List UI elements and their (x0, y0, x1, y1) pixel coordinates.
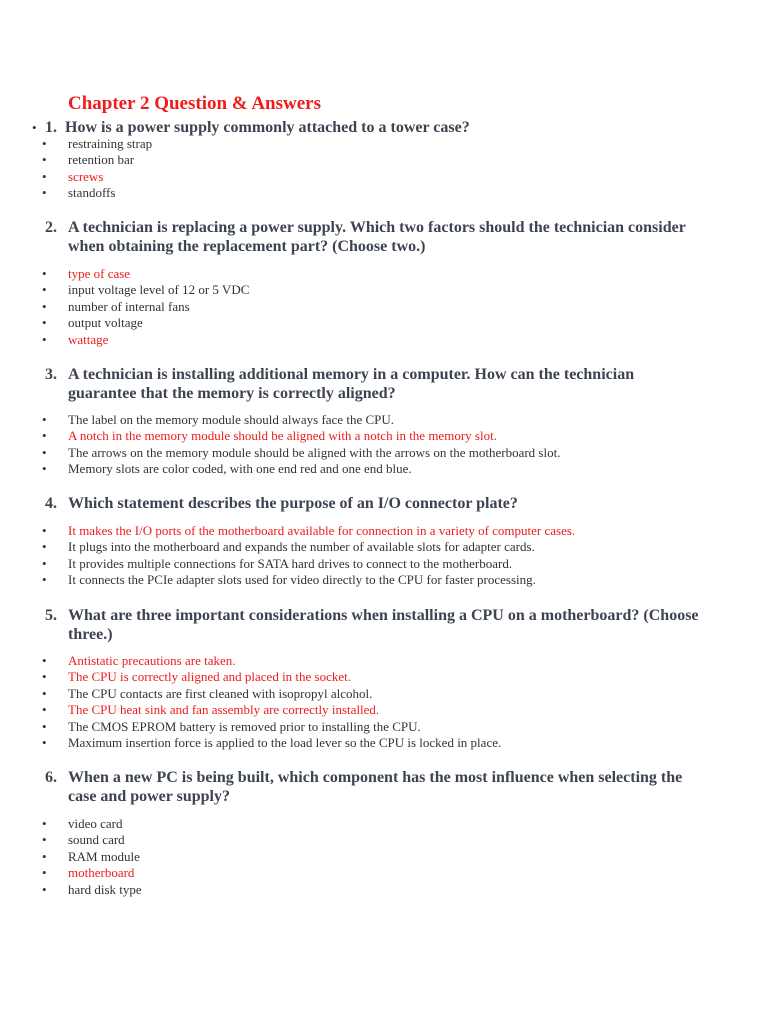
list-item: • It provides multiple connections for SATA hard drives to connect to the motherboard. (68, 556, 575, 572)
list-item: • The CPU contacts are first cleaned with isopropyl alcohol. (68, 686, 501, 702)
list-item-correct: • wattage (68, 332, 249, 348)
list-item: • The label on the memory module should always face the CPU. (68, 412, 560, 428)
question-3 (45, 365, 705, 403)
list-item-correct: • type of case (68, 266, 249, 282)
list-item: • restraining strap (68, 136, 152, 152)
question-text: Which statement describes the purpose of an I/O connector plate? (68, 495, 518, 512)
bullet-icon: • (32, 120, 37, 135)
question-text: A technician is installing additional memory in a computer. How can the technician guarantee that the memory is correctly aligned? (68, 366, 635, 402)
list-item: • video card (68, 816, 142, 832)
options-list-4 (68, 523, 575, 589)
list-item: • output voltage (68, 315, 249, 331)
list-item-correct: • Antistatic precautions are taken. (68, 653, 501, 669)
list-item: • RAM module (68, 849, 142, 865)
question-number: 6. (45, 769, 57, 786)
options-list-1 (68, 136, 152, 202)
question-text: What are three important considerations when installing a CPU on a motherboard? (Choose three.) (68, 607, 699, 643)
question-text: A technician is replacing a power supply. Which two factors should the technician consider when obtaining the replacement part? (Choose two.) (68, 219, 686, 255)
question-number: 1. (45, 119, 57, 136)
question-2 (45, 218, 705, 256)
question-number: 3. (45, 366, 57, 383)
question-text: How is a power supply commonly attached to a tower case? (65, 119, 470, 136)
list-item: • retention bar (68, 152, 152, 168)
question-number: 5. (45, 607, 57, 624)
page-title: Chapter 2 Question & Answers (68, 93, 321, 114)
list-item-correct: • A notch in the memory module should be aligned with a notch in the memory slot. (68, 428, 560, 444)
list-item: • Maximum insertion force is applied to the load lever so the CPU is locked in place. (68, 735, 501, 751)
list-item: • The arrows on the memory module should be aligned with the arrows on the motherboard slot. (68, 445, 560, 461)
list-item-correct: • The CPU is correctly aligned and placed in the socket. (68, 669, 501, 685)
options-list-2 (68, 266, 249, 348)
question-4 (45, 494, 705, 513)
list-item: • standoffs (68, 185, 152, 201)
question-6 (45, 768, 705, 806)
list-item: • Memory slots are color coded, with one end red and one end blue. (68, 461, 560, 477)
list-item: • input voltage level of 12 or 5 VDC (68, 282, 249, 298)
question-5 (45, 606, 705, 644)
list-item: • sound card (68, 832, 142, 848)
list-item: • It connects the PCIe adapter slots used for video directly to the CPU for faster processing. (68, 572, 575, 588)
list-item-correct: • screws (68, 169, 152, 185)
list-item-correct: • It makes the I/O ports of the motherboard available for connection in a variety of computer cases. (68, 523, 575, 539)
list-item: • hard disk type (68, 882, 142, 898)
question-1 (32, 118, 470, 138)
list-item: • number of internal fans (68, 299, 249, 315)
question-text: When a new PC is being built, which component has the most influence when selecting the case and power supply? (68, 769, 683, 805)
list-item: • It plugs into the motherboard and expands the number of available slots for adapter cards. (68, 539, 575, 555)
options-list-3 (68, 412, 560, 478)
list-item-correct: • motherboard (68, 865, 142, 881)
list-item: • The CMOS EPROM battery is removed prior to installing the CPU. (68, 719, 501, 735)
options-list-6 (68, 816, 142, 898)
question-number: 2. (45, 219, 57, 236)
question-number: 4. (45, 495, 57, 512)
options-list-5 (68, 653, 501, 751)
list-item-correct: • The CPU heat sink and fan assembly are correctly installed. (68, 702, 501, 718)
